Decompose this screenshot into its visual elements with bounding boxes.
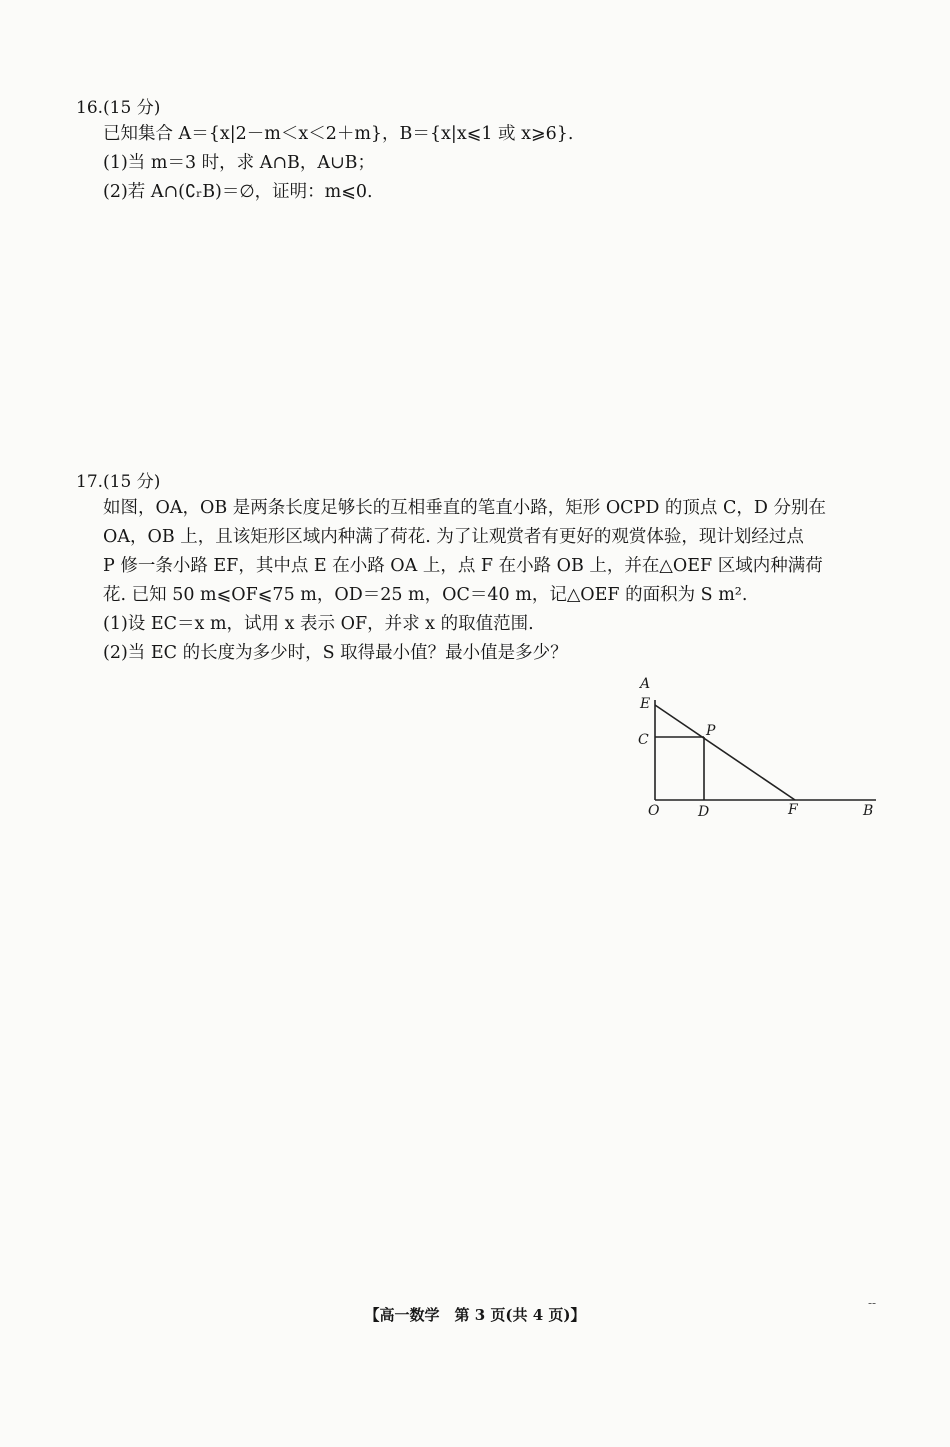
question-part-1: (1)当 m＝3 时，求 A∩B，A∪B； [103,153,376,173]
question-number: 17.(15 分) [76,472,161,492]
label-a: A [640,676,651,692]
label-b: B [863,803,874,819]
page-mark: -- [868,1296,877,1310]
question-text-line: 已知集合 A＝{x|2－m＜x＜2＋m}，B＝{x|x⩽1 或 x⩾6}. [103,124,574,144]
label-p: P [706,723,716,739]
geometry-figure [634,670,884,830]
label-e: E [640,696,651,712]
label-o: O [648,803,660,819]
label-d: D [698,804,710,820]
line-ef [655,705,795,800]
question-text-line: 如图，OA，OB 是两条长度足够长的互相垂直的笔直小路，矩形 OCPD 的顶点 C，D 分别在 [103,498,826,518]
question-text-line: P 修一条小路 EF，其中点 E 在小路 OA 上，点 F 在小路 OB 上，并在△OEF 区域内种满荷 [103,556,823,576]
question-text-line: 花. 已知 50 m⩽OF⩽75 m，OD＝25 m，OC＝40 m，记△OEF 的面积为 S m². [103,585,748,605]
question-text-line: OA，OB 上，且该矩形区域内种满了荷花. 为了让观赏者有更好的观赏体验，现计划经过点 [103,527,804,547]
label-c: C [638,732,649,748]
question-number: 16.(15 分) [76,98,161,118]
page-footer: 【高一数学 第 3 页(共 4 页)】 [364,1306,586,1324]
question-part-2: (2)若 A∩(∁ᵣB)＝∅，证明：m⩽0. [103,182,373,202]
question-17 [76,470,896,668]
label-f: F [788,802,798,818]
question-part-2: (2)当 EC 的长度为多少时，S 取得最小值？最小值是多少？ [103,643,568,663]
question-16 [76,96,896,207]
question-part-1: (1)设 EC＝x m，试用 x 表示 OF，并求 x 的取值范围. [103,614,534,634]
